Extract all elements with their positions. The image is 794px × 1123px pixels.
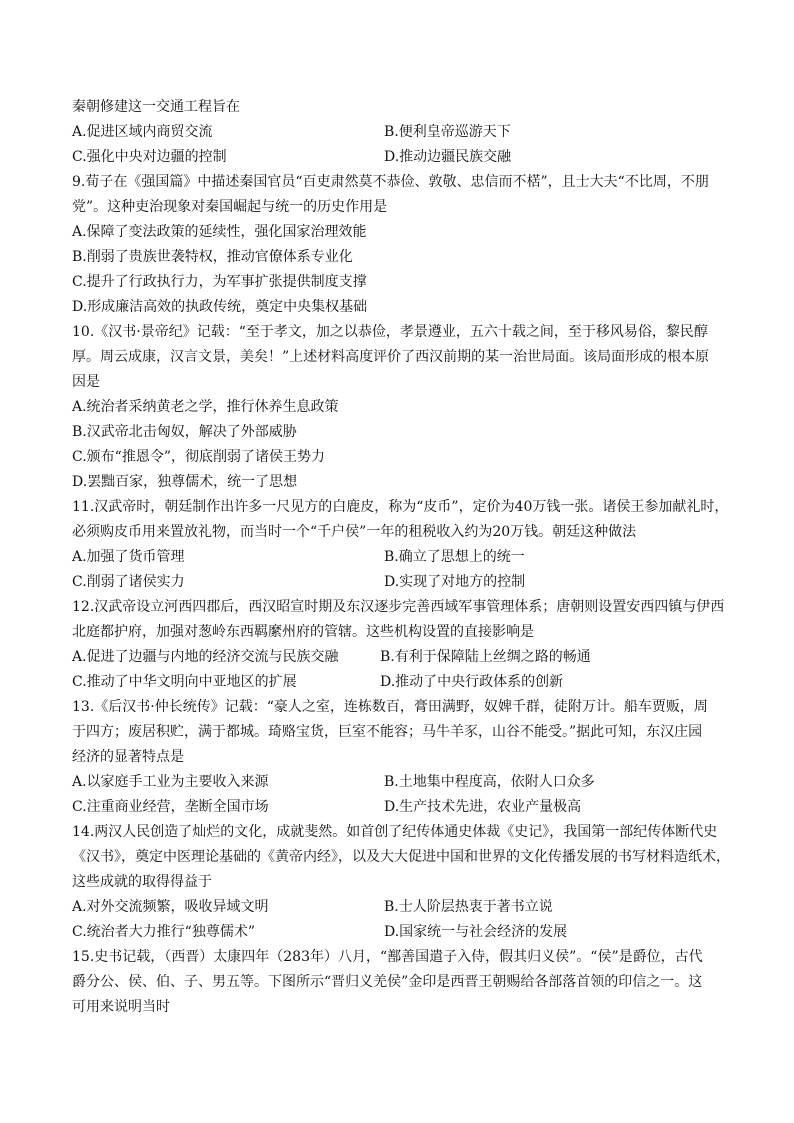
q14-options-row-2 xyxy=(72,920,727,945)
q8-option-d[interactable]: D.推动边疆民族交融 xyxy=(384,149,512,165)
q13-option-a[interactable]: A.以家庭手工业为主要收入来源 xyxy=(72,774,269,790)
q14-options-row-1 xyxy=(72,895,727,920)
q8-option-a[interactable]: A.促进区域内商贸交流 xyxy=(72,124,213,140)
q13-option-d[interactable]: D.生产技术先进，农业产量极高 xyxy=(384,799,582,815)
q10-option-c[interactable]: C.颁布“推恩令”，彻底削弱了诸侯王势力 xyxy=(72,449,325,465)
q12-stem-line: 12.汉武帝设立河西四郡后，西汉昭宣时期及东汉逐步完善西域军事管理体系；唐朝则设置安西四镇与伊西 xyxy=(72,599,725,615)
q14-stem-line: 14.两汉人民创造了灿烂的文化，成就斐然。如首创了纪传体通史体裁《史记》，我国第一部纪传体断代史 xyxy=(72,824,718,840)
q12-option-a[interactable]: A.促进了边疆与内地的经济交流与民族交融 xyxy=(72,649,339,665)
q13-options-row-1 xyxy=(72,770,727,795)
q11-option-c[interactable]: C.削弱了诸侯实力 xyxy=(72,574,185,590)
q11-stem-line: 必须购皮币用来置放礼物，而当时一个“千户侯”一年的租税收入约为20万钱。朝廷这种做法 xyxy=(72,524,637,540)
q15-stem-line: 爵分公、侯、伯、子、男五等。下图所示“晋归义羌侯”金印是西晋王朝赐给各部落首领的印信之一。这 xyxy=(72,974,703,990)
q14-option-d[interactable]: D.国家统一与社会经济的发展 xyxy=(384,924,568,940)
q11-options-row-2 xyxy=(72,570,727,595)
q9-option-a[interactable]: A.保障了变法政策的延续性，强化国家治理效能 xyxy=(72,224,367,240)
q11-options-row-1 xyxy=(72,545,727,570)
q14-stem-line: 这些成就的取得得益于 xyxy=(72,874,212,890)
question-list xyxy=(72,95,730,1020)
q11-option-a[interactable]: A.加强了货币管理 xyxy=(72,549,185,565)
q12-options-row-2 xyxy=(72,670,727,695)
q8-options-row-2 xyxy=(72,145,727,170)
q8-stem: 秦朝修建这一交通工程旨在 xyxy=(72,99,240,115)
q13-options-row-2 xyxy=(72,795,727,820)
q13-stem-line: 经济的显著特点是 xyxy=(72,749,184,765)
q15-stem-line: 15.史书记载，（西晋）太康四年（283年）八月，“鄯善国遣子入侍，假其归义侯”。“侯”是爵位，古代 xyxy=(72,949,703,965)
q9-option-b[interactable]: B.削弱了贵族世袭特权，推动官僚体系专业化 xyxy=(72,249,353,265)
q8-option-c[interactable]: C.强化中央对边疆的控制 xyxy=(72,149,227,165)
q10-option-a[interactable]: A.统治者采纳黄老之学，推行休养生息政策 xyxy=(72,399,339,415)
q12-option-c[interactable]: C.推动了中华文明向中亚地区的扩展 xyxy=(72,674,297,690)
q8-options-row-1 xyxy=(72,120,727,145)
q11-option-b[interactable]: B.确立了思想上的统一 xyxy=(384,549,525,565)
q11-stem-line: 11.汉武帝时，朝廷制作出许多一尺见方的白鹿皮，称为“皮币”，定价为40万钱一张。诸侯王参加献礼时， xyxy=(72,499,729,515)
q15-stem-line: 可用来说明当时 xyxy=(72,999,170,1015)
q10-option-d[interactable]: D.罢黜百家，独尊儒术，统一了思想 xyxy=(72,474,298,490)
q9-option-c[interactable]: C.提升了行政执行力，为军事扩张提供制度支撑 xyxy=(72,274,367,290)
q12-stem-line: 北庭都护府，加强对葱岭东西羁縻州府的管辖。这些机构设置的直接影响是 xyxy=(72,624,534,640)
q13-stem-line: 13.《后汉书·仲长统传》记载：“豪人之室，连栋数百，膏田满野，奴婢千群，徒附万计。船车贾贩，周 xyxy=(72,699,708,715)
q13-stem-line: 于四方；废居积贮，满于都城。琦赂宝货，巨室不能容；马牛羊豕，山谷不能受。”据此可知，东汉庄园 xyxy=(72,724,703,740)
q9-stem-line: 9.荀子在《强国篇》中描述秦国官员“百吏肃然莫不恭俭、敦敬、忠信而不楛”，且士大夫“不比周，不朋 xyxy=(72,174,709,190)
q12-options-row-1 xyxy=(72,645,727,670)
q12-option-b[interactable]: B.有利于保障陆上丝绸之路的畅通 xyxy=(380,649,591,665)
q9-option-d[interactable]: D.形成廉洁高效的执政传统，奠定中央集权基础 xyxy=(72,299,368,315)
q13-option-c[interactable]: C.注重商业经营，垄断全国市场 xyxy=(72,799,269,815)
q10-option-b[interactable]: B.汉武帝北击匈奴，解决了外部威胁 xyxy=(72,424,297,440)
q13-option-b[interactable]: B.土地集中程度高，依附人口众多 xyxy=(384,774,595,790)
q12-option-d[interactable]: D.推动了中央行政体系的创新 xyxy=(380,674,564,690)
q14-option-b[interactable]: B.士人阶层热衷于著书立说 xyxy=(384,899,553,915)
q14-option-a[interactable]: A.对外交流频繁，吸收异域文明 xyxy=(72,899,269,915)
q11-option-d[interactable]: D.实现了对地方的控制 xyxy=(384,574,526,590)
q10-stem-line: 厚。周云成康，汉言文景，美矣！”上述材料高度评价了西汉前期的某一治世局面。该局面形成的根本原 xyxy=(72,349,710,365)
q14-option-c[interactable]: C.统治者大力推行“独尊儒术” xyxy=(72,924,255,940)
q10-stem-line: 10.《汉书·景帝纪》记载：“至于孝文，加之以恭俭，孝景遵业，五六十载之间，至于移风易俗，黎民醇 xyxy=(72,324,708,340)
q9-stem-line: 党”。这种吏治现象对秦国崛起与统一的历史作用是 xyxy=(72,199,388,215)
q8-option-b[interactable]: B.便利皇帝巡游天下 xyxy=(384,124,511,140)
q14-stem-line: 《汉书》，奠定中医理论基础的《黄帝内经》，以及大大促进中国和世界的文化传播发展的书写材料造纸术， xyxy=(72,849,730,865)
q10-stem-line: 因是 xyxy=(72,374,100,390)
